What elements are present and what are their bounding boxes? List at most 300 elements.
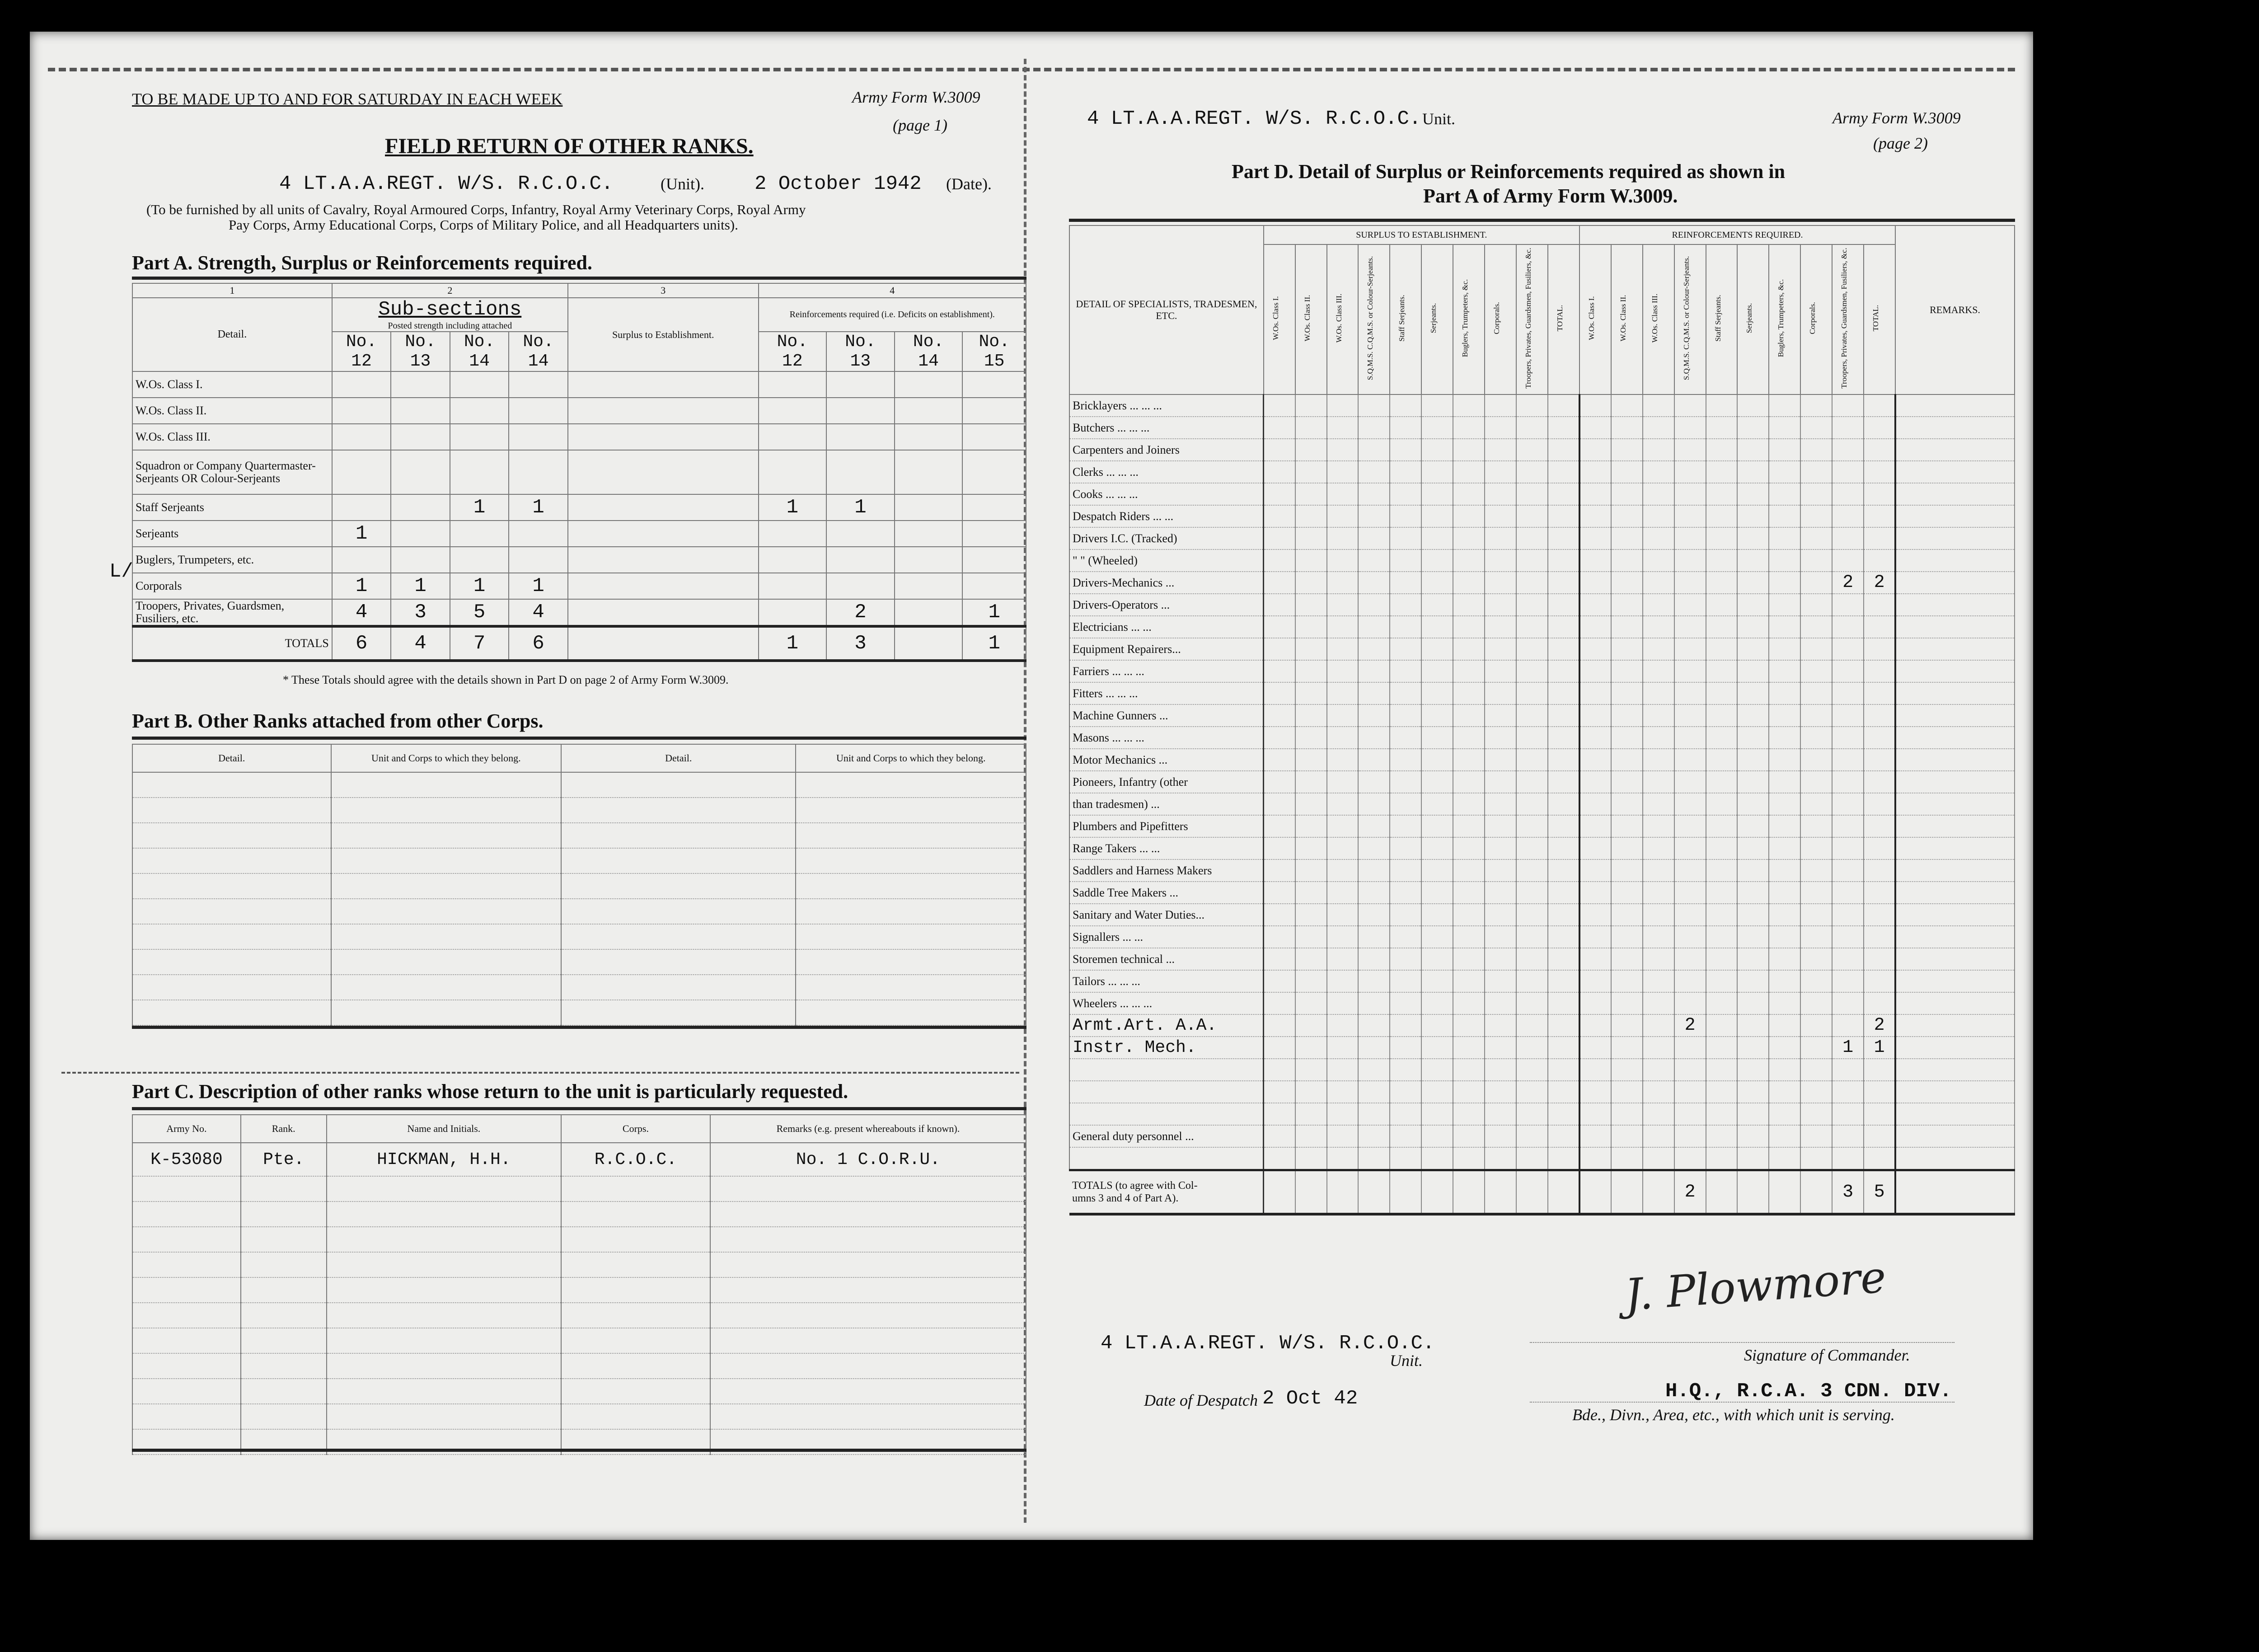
count-cell [1769, 417, 1800, 439]
part-b-cell [561, 975, 796, 1000]
count-cell [1737, 1103, 1769, 1125]
count-cell [1453, 1125, 1485, 1147]
count-cell [1674, 616, 1706, 638]
count-cell [1390, 815, 1421, 837]
count-cell [1643, 461, 1674, 483]
part-b-cell [132, 899, 331, 924]
part-b-cell [561, 772, 796, 798]
detail-header: DETAIL OF SPECIALISTS, TRADESMEN, ETC. [1069, 225, 1264, 394]
count-cell [1864, 749, 1895, 771]
part-c-cell [132, 1328, 241, 1353]
count-cell [1674, 1059, 1706, 1081]
count-cell [1548, 417, 1579, 439]
count-cell [1706, 793, 1738, 815]
count-cell [1769, 904, 1800, 926]
trade-label: Fitters ... ... ... [1069, 682, 1264, 704]
count-cell [1358, 572, 1390, 594]
trade-row [1069, 394, 2015, 417]
count-cell [1264, 1103, 1295, 1125]
count-cell [1643, 594, 1674, 616]
count-cell [1643, 926, 1674, 948]
count-cell [1800, 1014, 1832, 1037]
count-cell [1421, 660, 1453, 682]
count-cell [1769, 1125, 1800, 1147]
surplus-cell [568, 398, 759, 424]
count-cell [1611, 793, 1643, 815]
total-cell [1295, 1170, 1327, 1215]
total-cell [1516, 1170, 1548, 1215]
count-cell [1643, 1081, 1674, 1103]
count-cell [1453, 1037, 1485, 1059]
count-cell [1769, 771, 1800, 793]
count-cell [1674, 549, 1706, 572]
count-cell [1327, 505, 1359, 527]
count-cell [1327, 926, 1359, 948]
part-a-totals-row [132, 626, 1026, 661]
rank-col-header [1516, 244, 1548, 394]
count-cell [1327, 904, 1359, 926]
count-cell [1674, 527, 1706, 549]
count-cell [1485, 904, 1516, 926]
count-cell [1327, 992, 1359, 1014]
total-strength: 4 [391, 626, 450, 661]
count-cell [1579, 859, 1611, 882]
count-cell [1453, 793, 1485, 815]
count-cell [1832, 505, 1864, 527]
count-cell [1674, 771, 1706, 793]
part-d-title-2: Part A of Army Form W.3009. [1423, 185, 1678, 207]
count-cell [1264, 527, 1295, 549]
count-cell [1421, 549, 1453, 572]
count-cell [1390, 992, 1421, 1014]
count-cell [1737, 549, 1769, 572]
count-cell [1737, 660, 1769, 682]
strength-cell [450, 547, 509, 573]
count-cell [1516, 572, 1548, 594]
part-c-col-header: Name and Initials. [327, 1115, 561, 1143]
count-cell [1643, 948, 1674, 970]
count-cell [1832, 793, 1864, 815]
reinforcement-cell [759, 547, 827, 573]
part-c-cell [132, 1252, 241, 1277]
count-cell [1264, 793, 1295, 815]
part-c-col-header: Rank. [241, 1115, 327, 1143]
part-c-cell [561, 1252, 710, 1277]
count-cell [1643, 394, 1674, 417]
reinforcement-cell [895, 371, 963, 398]
count-cell [1390, 1037, 1421, 1059]
count-cell [1548, 1125, 1579, 1147]
count-cell [1832, 859, 1864, 882]
count-cell [1327, 704, 1359, 727]
reinforcement-cell [759, 599, 827, 626]
count-cell [1453, 549, 1485, 572]
trade-label: Range Takers ... ... [1069, 837, 1264, 859]
count-cell [1548, 970, 1579, 992]
count-cell [1706, 948, 1738, 970]
count-cell [1421, 882, 1453, 904]
count-cell [1264, 749, 1295, 771]
part-c-col-header: Corps. [561, 1115, 710, 1143]
rank-col-label: Serjeants. [1429, 303, 1438, 333]
trade-label: Carpenters and Joiners [1069, 439, 1264, 461]
count-cell [1737, 638, 1769, 660]
count-cell [1769, 549, 1800, 572]
total-reinforcement: 1 [962, 626, 1026, 661]
count-cell [1737, 1081, 1769, 1103]
count-cell [1737, 859, 1769, 882]
count-cell [1453, 394, 1485, 417]
count-cell [1516, 461, 1548, 483]
total-strength: 6 [332, 626, 391, 661]
remarks-cell [1895, 859, 2015, 882]
count-cell [1579, 527, 1611, 549]
surplus-cell [568, 494, 759, 521]
count-cell [1421, 439, 1453, 461]
surplus-cell [568, 573, 759, 599]
part-c-cell: K-53080 [132, 1143, 241, 1176]
count-cell [1421, 1059, 1453, 1081]
count-cell [1358, 704, 1390, 727]
part-b-col-header: Detail. [132, 744, 331, 772]
strength-cell: 4 [509, 599, 568, 626]
count-cell [1453, 882, 1485, 904]
count-cell [1706, 549, 1738, 572]
count-cell [1769, 439, 1800, 461]
count-cell [1516, 638, 1548, 660]
part-c-cell [561, 1379, 710, 1404]
totals-label-line-2: umns 3 and 4 of Part A). [1072, 1192, 1179, 1204]
count-cell [1548, 1059, 1579, 1081]
part-c-cell [561, 1277, 710, 1303]
rank-col-header [1643, 244, 1674, 394]
count-cell [1579, 461, 1611, 483]
count-cell [1548, 594, 1579, 616]
count-cell [1769, 483, 1800, 505]
count-cell [1706, 1103, 1738, 1125]
count-cell [1358, 992, 1390, 1014]
totals-label-line-1: TOTALS (to agree with Col- [1072, 1180, 1198, 1192]
part-d-totals-row [1069, 1170, 2015, 1215]
count-cell [1295, 461, 1327, 483]
count-cell [1579, 483, 1611, 505]
count-cell [1579, 815, 1611, 837]
reinforcement-cell [895, 424, 963, 450]
part-a-row [132, 547, 1026, 573]
rank-col-header [1295, 244, 1327, 394]
count-cell [1264, 727, 1295, 749]
trade-label: Plumbers and Pipefitters [1069, 815, 1264, 837]
count-cell [1421, 394, 1453, 417]
strength-cell [332, 398, 391, 424]
count-cell [1706, 1081, 1738, 1103]
strength-cell [509, 424, 568, 450]
count-cell [1390, 749, 1421, 771]
count-cell [1516, 594, 1548, 616]
count-cell [1800, 1103, 1832, 1125]
part-c-cell: R.C.O.C. [561, 1143, 710, 1176]
count-cell [1295, 483, 1327, 505]
strength-cell [332, 424, 391, 450]
count-cell [1674, 970, 1706, 992]
part-c-cell [327, 1277, 561, 1303]
count-cell [1706, 815, 1738, 837]
count-cell [1516, 1125, 1548, 1147]
count-cell [1548, 1014, 1579, 1037]
count-cell [1611, 837, 1643, 859]
part-b-cell [331, 873, 561, 899]
count-cell [1358, 793, 1390, 815]
form-sheet [30, 32, 2033, 1540]
count-cell [1421, 771, 1453, 793]
count-cell [1864, 727, 1895, 749]
count-cell [1264, 1059, 1295, 1081]
remarks-cell [1895, 660, 2015, 682]
total-strength: 7 [450, 626, 509, 661]
part-c-cell [132, 1277, 241, 1303]
total-cell [1643, 1170, 1674, 1215]
count-cell [1864, 439, 1895, 461]
part-c-cell [327, 1201, 561, 1227]
part-c-cell: Pte. [241, 1143, 327, 1176]
count-cell [1390, 948, 1421, 970]
count-cell [1611, 505, 1643, 527]
count-cell [1327, 439, 1359, 461]
trade-label: Equipment Repairers... [1069, 638, 1264, 660]
count-cell [1769, 704, 1800, 727]
count-cell [1706, 859, 1738, 882]
count-cell [1548, 1037, 1579, 1059]
count-cell [1548, 682, 1579, 704]
count-cell [1453, 749, 1485, 771]
part-b-col-header: Detail. [561, 744, 796, 772]
count-cell [1453, 527, 1485, 549]
strength-cell [509, 450, 568, 494]
count-cell [1485, 483, 1516, 505]
trade-label: Clerks ... ... ... [1069, 461, 1264, 483]
signature-line [1530, 1342, 1954, 1343]
count-cell [1295, 394, 1327, 417]
count-cell [1264, 815, 1295, 837]
count-cell [1485, 771, 1516, 793]
count-cell [1706, 394, 1738, 417]
part-c-cell [710, 1404, 1026, 1429]
part-b-cell [331, 899, 561, 924]
count-cell [1548, 439, 1579, 461]
row-label: Squadron or Company Quartermaster-Serjeants OR Colour-Serjeants [132, 450, 332, 494]
count-cell [1579, 394, 1611, 417]
count-cell [1485, 394, 1516, 417]
surplus-cell [568, 547, 759, 573]
part-c-cell [561, 1227, 710, 1252]
reinforcement-cell [826, 547, 895, 573]
count-cell [1737, 439, 1769, 461]
count-cell [1737, 417, 1769, 439]
reinforcement-cell [962, 398, 1026, 424]
count-cell [1264, 638, 1295, 660]
rank-col-label: W.Os. Class III. [1650, 293, 1659, 343]
unit-label-p2: Unit. [1422, 110, 1456, 128]
total-cell: 3 [1832, 1170, 1864, 1215]
count-cell [1264, 859, 1295, 882]
count-cell [1800, 749, 1832, 771]
count-cell [1579, 1147, 1611, 1170]
count-cell [1832, 417, 1864, 439]
date-label: (Date). [946, 175, 992, 193]
count-cell [1516, 527, 1548, 549]
count-cell [1769, 882, 1800, 904]
count-cell [1327, 527, 1359, 549]
count-cell [1295, 749, 1327, 771]
trade-row [1069, 837, 2015, 859]
total-cell [1453, 1170, 1485, 1215]
part-c-cell [132, 1227, 241, 1252]
count-cell [1674, 1103, 1706, 1125]
subsection-header: No. 12 [759, 332, 827, 371]
count-cell [1706, 1125, 1738, 1147]
count-cell [1485, 660, 1516, 682]
count-cell [1485, 638, 1516, 660]
count-cell [1737, 882, 1769, 904]
count-cell [1485, 793, 1516, 815]
total-cell [1579, 1170, 1611, 1215]
count-cell [1548, 904, 1579, 926]
part-c-col-header: Remarks (e.g. present whereabouts if known). [710, 1115, 1026, 1143]
count-cell [1453, 417, 1485, 439]
count-cell [1611, 1059, 1643, 1081]
trade-label: " " (Wheeled) [1069, 549, 1264, 572]
count-cell [1643, 859, 1674, 882]
row-label: Troopers, Privates, Guardsmen, Fusiliers, etc. [132, 599, 332, 626]
trade-row [1069, 616, 2015, 638]
strength-cell: 4 [332, 599, 391, 626]
count-cell [1264, 417, 1295, 439]
count-cell [1516, 992, 1548, 1014]
rank-col-header [1485, 244, 1516, 394]
strength-cell: 1 [509, 494, 568, 521]
count-cell [1485, 837, 1516, 859]
reinforcement-cell [826, 371, 895, 398]
count-cell [1737, 948, 1769, 970]
trade-row [1069, 461, 2015, 483]
trade-label [1069, 1081, 1264, 1103]
count-cell [1295, 948, 1327, 970]
count-cell [1327, 594, 1359, 616]
count-cell [1579, 660, 1611, 682]
part-a-header-row [132, 298, 1026, 332]
strength-cell [391, 521, 450, 547]
hq-label: Bde., Divn., Area, etc., with which unit is serving. [1572, 1406, 1895, 1424]
col-surplus-header: Surplus to Establishment. [568, 298, 759, 371]
count-cell [1611, 749, 1643, 771]
part-c-empty-row [132, 1176, 1026, 1201]
trade-label: Tailors ... ... ... [1069, 970, 1264, 992]
count-cell [1264, 505, 1295, 527]
count-cell [1421, 417, 1453, 439]
count-cell [1611, 1103, 1643, 1125]
total-cell [1548, 1170, 1579, 1215]
count-cell [1643, 1059, 1674, 1081]
count-cell [1327, 1037, 1359, 1059]
count-cell [1611, 970, 1643, 992]
rank-col-label: W.Os. Class III. [1334, 293, 1343, 343]
part-d-body [1069, 394, 2015, 1214]
rank-col-header [1358, 244, 1390, 394]
count-cell [1485, 1081, 1516, 1103]
rank-col-label: W.Os. Class I. [1271, 296, 1280, 340]
count-cell [1643, 1147, 1674, 1170]
count-cell [1800, 483, 1832, 505]
part-b-cell [331, 823, 561, 848]
count-cell [1548, 527, 1579, 549]
remarks-cell [1895, 771, 2015, 793]
count-cell [1390, 859, 1421, 882]
total-cell [1485, 1170, 1516, 1215]
count-cell [1295, 682, 1327, 704]
count-cell [1800, 837, 1832, 859]
count-cell [1832, 1147, 1864, 1170]
count-cell [1548, 859, 1579, 882]
count-cell [1485, 439, 1516, 461]
count-cell [1421, 1014, 1453, 1037]
count-cell [1453, 926, 1485, 948]
reinforcement-cell [895, 573, 963, 599]
rank-col-header [1611, 244, 1643, 394]
count-cell [1358, 815, 1390, 837]
count-cell [1485, 704, 1516, 727]
count-cell [1421, 859, 1453, 882]
rank-col-label: W.Os. Class II. [1303, 295, 1312, 342]
count-cell [1579, 771, 1611, 793]
row-label: W.Os. Class I. [132, 371, 332, 398]
count-cell [1421, 704, 1453, 727]
part-c-empty-row [132, 1201, 1026, 1227]
count-cell [1864, 682, 1895, 704]
part-a-footnote: * These Totals should agree with the details shown in Part D on page 2 of Army Form W.3009. [283, 673, 729, 686]
remarks-cell [1895, 1037, 2015, 1059]
remarks-cell [1895, 992, 2015, 1014]
count-cell [1390, 505, 1421, 527]
reinforcement-cell: 2 [826, 599, 895, 626]
count-cell [1421, 505, 1453, 527]
count-cell [1358, 882, 1390, 904]
count-cell [1706, 572, 1738, 594]
count-cell [1516, 837, 1548, 859]
count-cell [1485, 527, 1516, 549]
part-c-cell [710, 1328, 1026, 1353]
count-cell [1706, 704, 1738, 727]
reinforcement-cell [962, 424, 1026, 450]
count-cell [1737, 727, 1769, 749]
count-cell [1516, 970, 1548, 992]
reinforcement-cell [962, 573, 1026, 599]
count-cell [1706, 970, 1738, 992]
trade-label: Electricians ... ... [1069, 616, 1264, 638]
count-cell [1832, 439, 1864, 461]
part-c-cell [327, 1379, 561, 1404]
count-cell [1832, 948, 1864, 970]
count-cell [1864, 1147, 1895, 1170]
remarks-cell [1895, 749, 2015, 771]
remarks-cell [1895, 1125, 2015, 1147]
trade-label: than tradesmen) ... [1069, 793, 1264, 815]
count-cell [1358, 616, 1390, 638]
count-cell: 2 [1832, 572, 1864, 594]
count-cell [1737, 992, 1769, 1014]
count-cell [1674, 483, 1706, 505]
remarks-cell [1895, 904, 2015, 926]
count-cell [1832, 483, 1864, 505]
